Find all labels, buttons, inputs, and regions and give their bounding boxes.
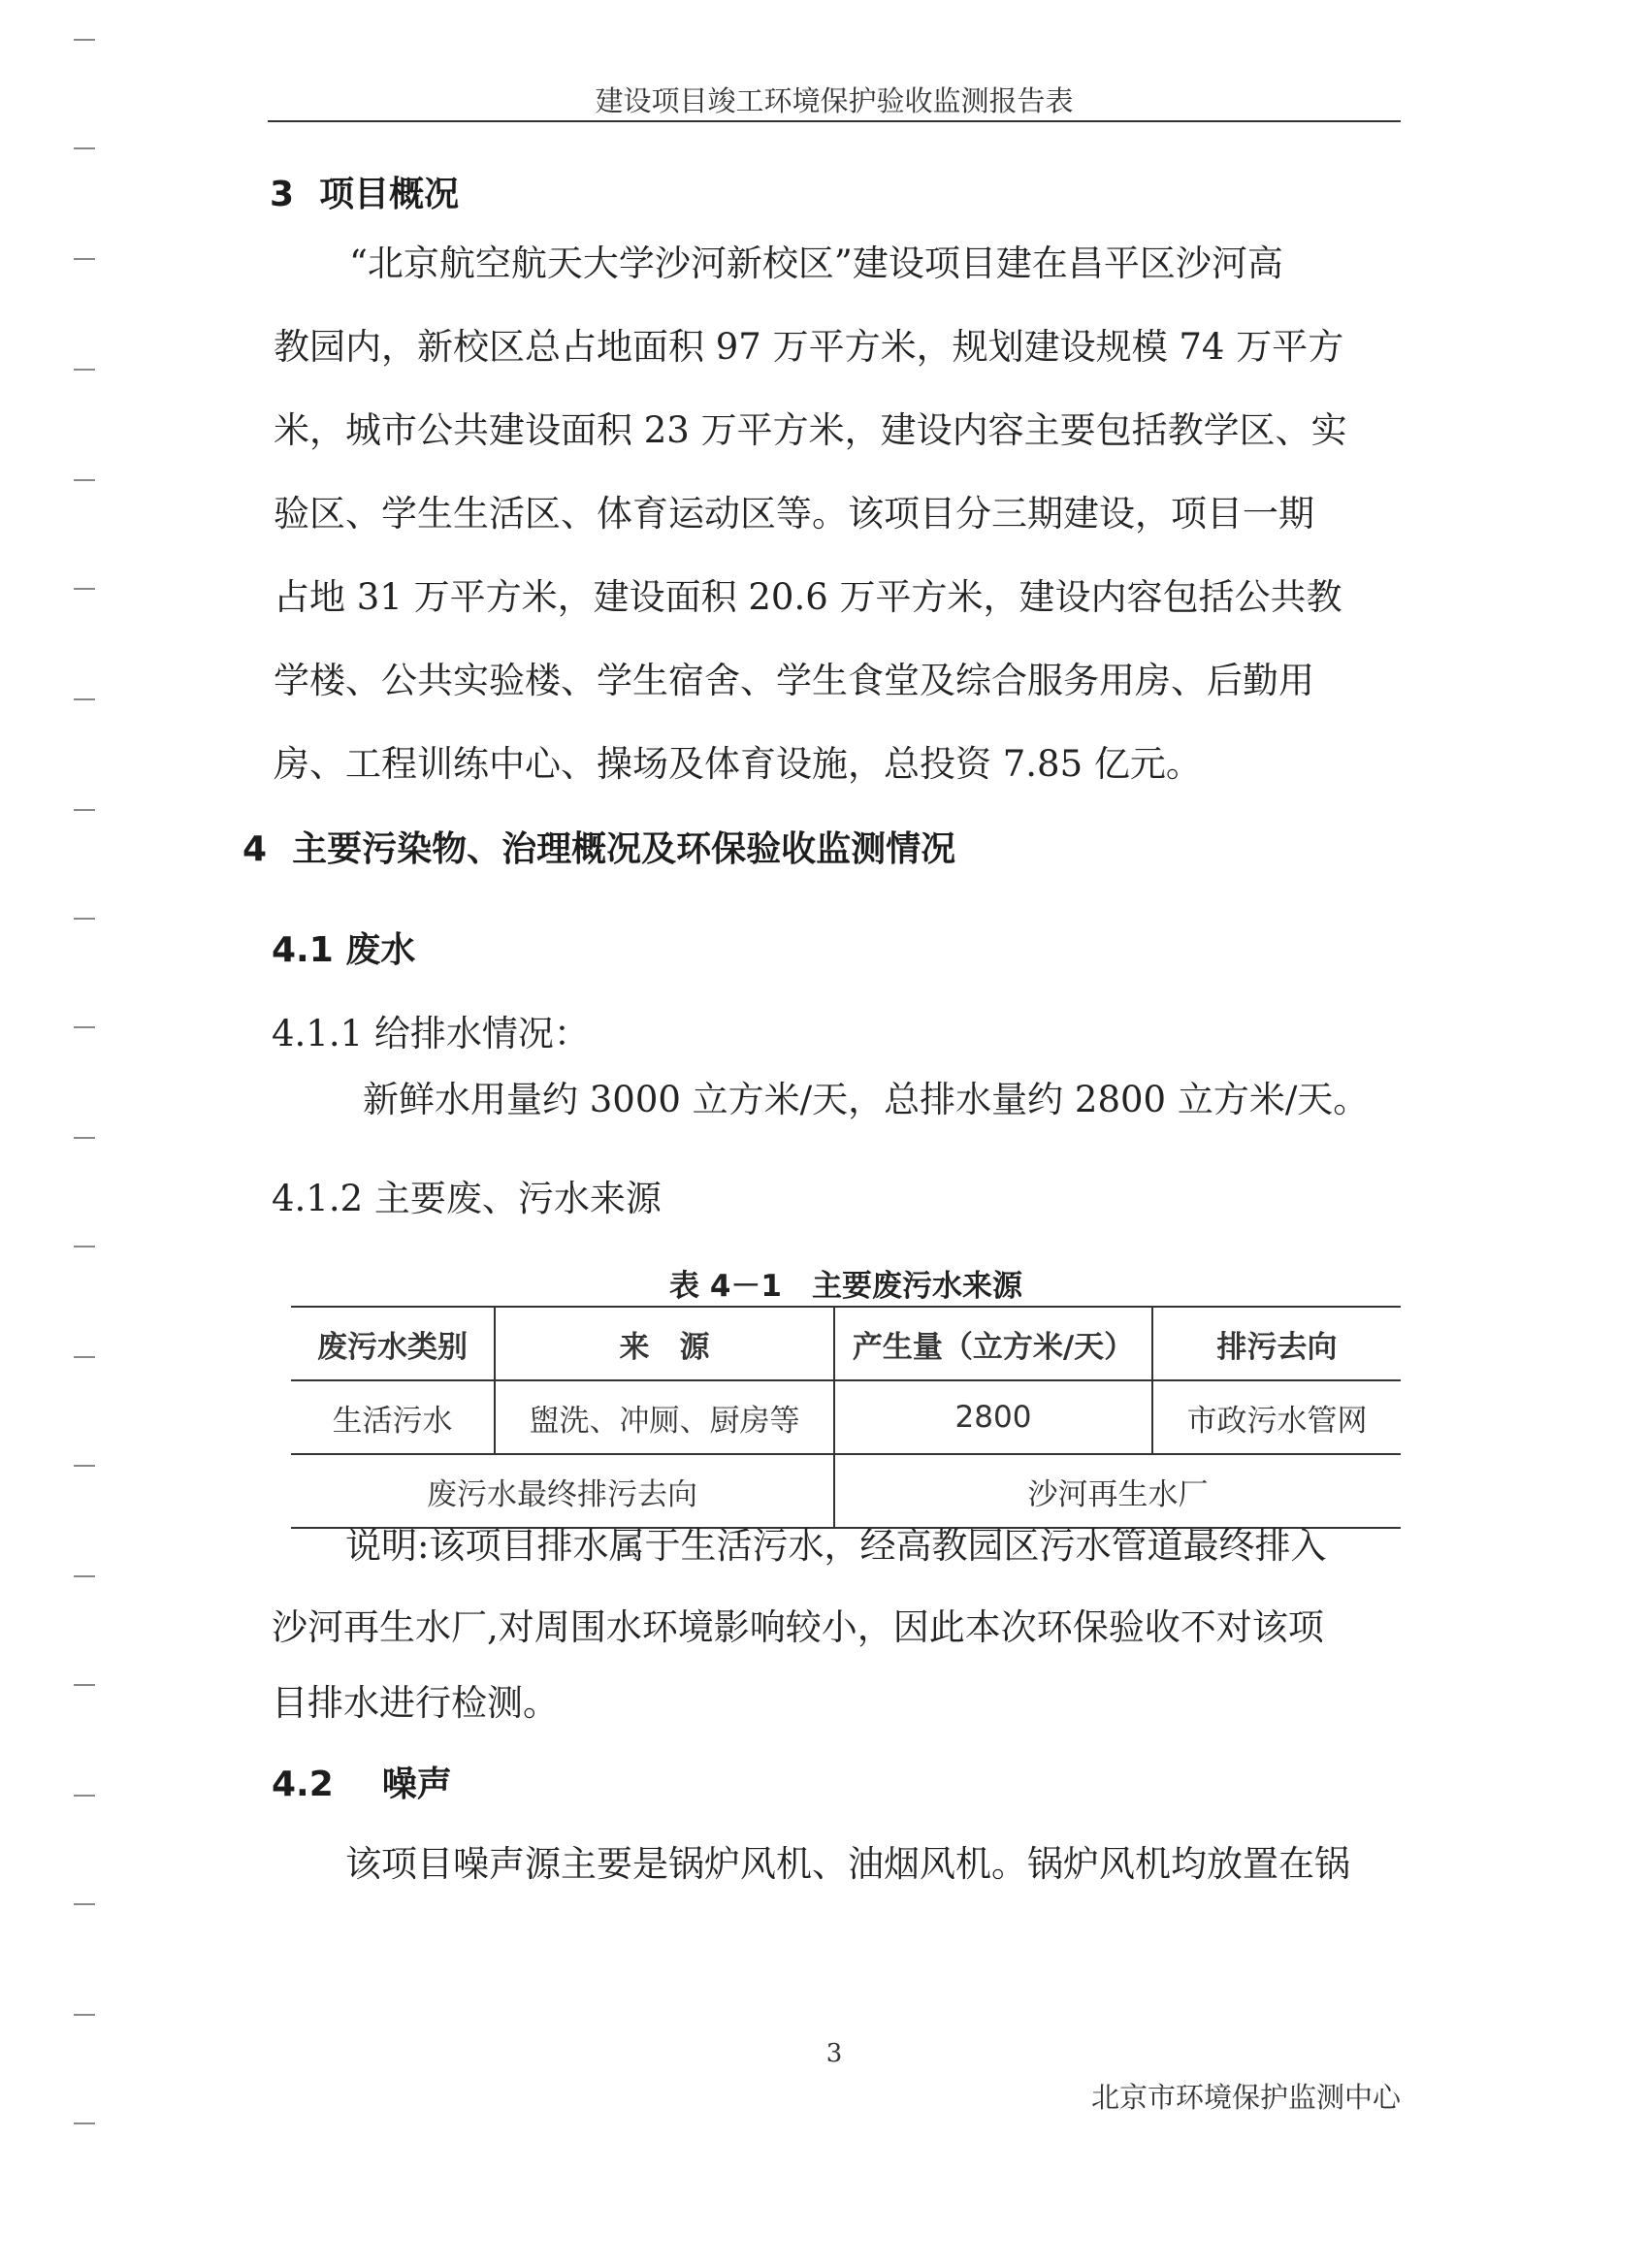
section-4-title: 主要污染物、治理概况及环保验收监测情况 [292,829,956,869]
binding-marks [58,0,97,2268]
column-header-volume: 产生量（立方米/天） [834,1307,1152,1380]
binding-mark [74,1684,95,1686]
column-header-source: 来 源 [495,1307,834,1380]
binding-mark [74,147,95,149]
cell-source: 盥洗、冲厕、厨房等 [495,1380,834,1454]
cell-volume: 2800 [834,1380,1152,1454]
binding-mark [74,2122,95,2124]
cell-destination: 市政污水管网 [1152,1380,1401,1454]
page-number: 3 [825,2039,843,2068]
section-4-1-2-heading: 4.1.2 主要废、污水来源 [272,1178,662,1219]
note-line-2: 沙河再生水厂,对周围水环境影响较小，因此本次环保验收不对该项 [272,1606,1324,1648]
column-header-destination: 排污去向 [1152,1307,1401,1380]
section-3-line-1: “北京航空航天大学沙河新校区”建设项目建在昌平区沙河高 [349,243,1283,284]
cell-final-destination-value: 沙河再生水厂 [834,1454,1401,1528]
cell-final-destination-label: 废污水最终排污去向 [291,1454,834,1528]
footer-organization: 北京市环境保护监测中心 [1090,2081,1401,2114]
wastewater-source-table [291,1306,1401,1529]
column-header-category: 废污水类别 [291,1307,495,1380]
table-caption: 表 4－1 主要废污水来源 [669,1269,1022,1304]
binding-mark [74,1246,95,1247]
binding-mark [74,1903,95,1905]
binding-mark [74,2014,95,2016]
section-3-line-4: 验区、学生生活区、体育运动区等。该项目分三期建设，项目一期 [274,493,1314,535]
binding-mark [74,1795,95,1797]
binding-mark [74,1356,95,1358]
binding-mark [74,1026,95,1028]
section-4-1-1-heading: 4.1.1 给排水情况： [272,1013,590,1054]
header-rule [268,120,1401,122]
note-line-1: 说明:该项目排水属于生活污水，经高教园区污水管道最终排入 [345,1525,1327,1567]
binding-mark [74,1465,95,1467]
water-usage-text: 新鲜水用量约 3000 立方米/天，总排水量约 2800 立方米/天。 [363,1079,1370,1120]
section-3-line-6: 学楼、公共实验楼、学生宿舍、学生食堂及综合服务用房、后勤用 [274,660,1314,701]
binding-mark [74,588,95,590]
binding-mark [74,1575,95,1577]
table-row [291,1380,1401,1454]
binding-mark [74,258,95,260]
binding-mark [74,369,95,371]
section-4-number: 4 [242,829,268,869]
section-3-line-3: 米，城市公共建设面积 23 万平方米，建设内容主要包括教学区、实 [274,409,1347,451]
section-3-number: 3 [270,175,295,214]
cell-category: 生活污水 [291,1380,495,1454]
binding-mark [74,698,95,700]
noise-text: 该项目噪声源主要是锅炉风机、油烟风机。锅炉风机均放置在锅 [345,1843,1350,1885]
binding-mark [74,809,95,811]
section-4-1-heading: 4.1 废水 [272,930,416,970]
binding-mark [74,39,95,41]
section-3-line-2: 教园内，新校区总占地面积 97 万平方米，规划建设规模 74 万平方 [274,326,1344,368]
note-line-3: 目排水进行检测。 [272,1682,559,1724]
section-4-heading [242,826,955,873]
binding-mark [74,1137,95,1139]
section-3-title: 项目概况 [319,175,460,214]
report-header-title: 建设项目竣工环境保护验收监测报告表 [595,84,1074,117]
section-4-2-number: 4.2 [272,1765,334,1804]
section-3-line-5: 占地 31 万平方米，建设面积 20.6 万平方米，建设内容包括公共教 [274,576,1342,618]
section-4-2-heading [272,1762,452,1808]
section-4-2-title: 噪声 [381,1765,452,1804]
section-3-line-7: 房、工程训练中心、操场及体育设施，总投资 7.85 亿元。 [274,743,1202,785]
binding-mark [74,918,95,920]
table-final-row [291,1454,1401,1528]
section-3-heading [270,172,459,218]
table-header-row [291,1307,1401,1380]
binding-mark [74,479,95,481]
